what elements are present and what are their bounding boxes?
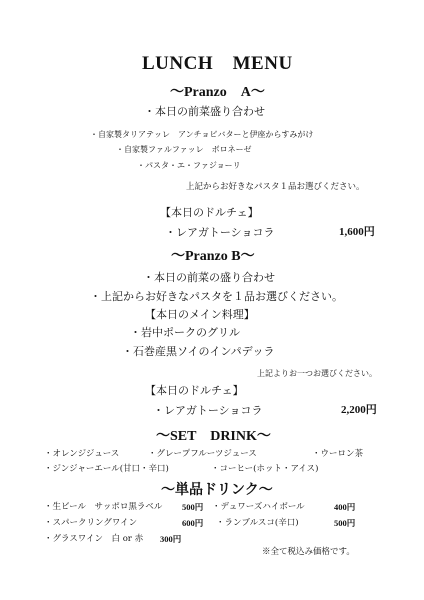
set-drink-oolong: ・ウーロン茶 [312,449,364,459]
pranzo-b-main-heading: 【本日のメイン料理】 [145,308,255,321]
single-drink-sparkling: ・スパークリングワイン [44,518,138,528]
set-drink-ginger: ・ジンジャーエール(甘口・辛口) [44,464,169,474]
menu-title: LUNCH MENU [142,53,293,74]
set-drink-grapefruit: ・グレープフルーツジュース [148,449,257,459]
pranzo-a-dolce-item: ・レアガトーショコラ [165,226,275,239]
set-drink-orange: ・オレンジジュース [44,449,120,459]
pranzo-a-price: 1,600円 [339,226,375,238]
pranzo-b-dolce-item: ・レアガトーショコラ [153,404,263,417]
single-drink-lambrusco-price: 500円 [334,518,356,528]
single-drink-glass-wine: ・グラスワイン 白 or 赤 [44,534,144,544]
pranzo-b-heading: ～Pranzo B～ [171,249,255,264]
single-drink-glass-wine-price: 300円 [160,534,182,544]
pranzo-a-starter: ・本日の前菜盛り合わせ [144,105,265,118]
pranzo-b-main-note: 上記よりお一つお選びください。 [257,369,377,378]
single-drink-lambrusco: ・ランブルスコ(辛口) [216,518,299,528]
pranzo-a-pasta-2: ・自家製ファルファッレ ボロネーゼ [116,145,252,154]
single-drink-sparkling-price: 600円 [182,518,204,528]
pranzo-a-pasta-1: ・自家製タリアテッレ アンチョビバターと伊座からすみがけ [90,130,314,139]
set-drink-coffee: ・コーヒー(ホット・アイス) [211,464,319,474]
pranzo-b-pasta-note: ・上記からお好きなパスタを１品お選びください。 [90,290,343,303]
pranzo-b-price: 2,200円 [341,404,377,416]
set-drink-heading: ～SET DRINK～ [156,429,271,444]
pranzo-b-main-2: ・石巻産黒ソイのインパデッラ [122,345,275,358]
single-drink-beer: ・生ビール サッポロ黒ラベル [44,502,163,512]
pranzo-a-pasta-note: 上記からお好きなパスタ１品お選びください。 [186,182,365,192]
pranzo-b-main-1: ・岩中ポークのグリル [130,326,240,339]
pranzo-a-heading: ～Pranzo A～ [170,85,265,100]
pranzo-a-dolce-heading: 【本日のドルチェ】 [160,206,259,219]
single-drink-highball-price: 400円 [334,502,356,512]
pranzo-a-pasta-3: ・パスタ・エ・ファジョーリ [137,161,241,170]
single-drink-beer-price: 500円 [182,502,204,512]
tax-note: ※全て税込み価格です。 [262,547,355,557]
single-drink-highball: ・デュワーズハイボール [212,502,305,512]
pranzo-b-dolce-heading: 【本日のドルチェ】 [145,384,244,397]
single-drink-heading: ～単品ドリンク～ [161,483,273,498]
pranzo-b-starter: ・本日の前菜の盛り合わせ [143,271,275,284]
